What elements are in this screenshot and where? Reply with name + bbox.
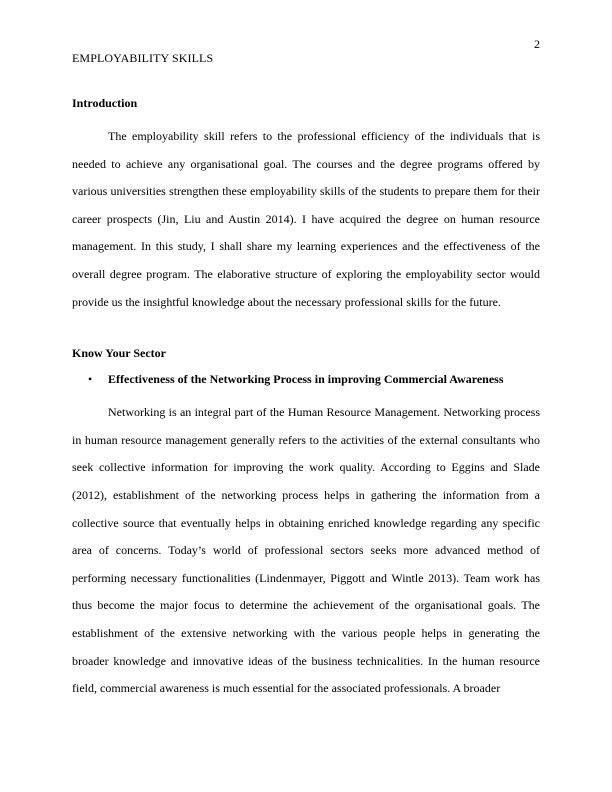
page-number: 2 xyxy=(534,37,540,51)
networking-paragraph: Networking is an integral part of the Human Resource Management. Networking process in human resource management generally refers to the activities of the external consultants who seek collective information for improving the work quality. According to Eggins and Slade (2012), establishment of the networking process helps in gathering the information from a collective source that eventually helps in obtaining enriched knowledge regarding any specific area of concerns. Today’s world of professional sectors seeks more advanced method of performing necessary functionalities (Lindenmayer, Piggott and Wintle 2013). Team work has thus become the major focus to determine the achievement of the organisational goals. The establishment of the extensive networking with the various people helps in generating the broader knowledge and innovative ideas of the business technicalities. In the human resource field, commercial awareness is much essential for the associated professionals. A broader xyxy=(72,405,540,696)
introduction-heading: Introduction xyxy=(72,96,138,110)
running-head: EMPLOYABILITY SKILLS xyxy=(72,51,214,65)
introduction-paragraph: The employability skill refers to the professional efficiency of the individuals that is needed to achieve any organisational goal. The courses and the degree programs offered by various universities strengthen these employability skills of the students to prepare them for their career prospects (Jin, Liu and Austin 2014). I have acquired the degree on human resource management. In this study, I shall share my learning experiences and the effectiveness of the overall degree program. The elaborative structure of exploring the employability sector would provide us the insightful knowledge about the necessary professional skills for the future. xyxy=(72,129,540,309)
know-your-sector-heading: Know Your Sector xyxy=(72,346,166,361)
bullet-icon: • xyxy=(88,372,93,387)
bullet-heading: Effectiveness of the Networking Process in improving Commercial Awareness xyxy=(108,372,504,387)
bullet-item xyxy=(72,372,540,387)
document-body xyxy=(72,96,540,703)
